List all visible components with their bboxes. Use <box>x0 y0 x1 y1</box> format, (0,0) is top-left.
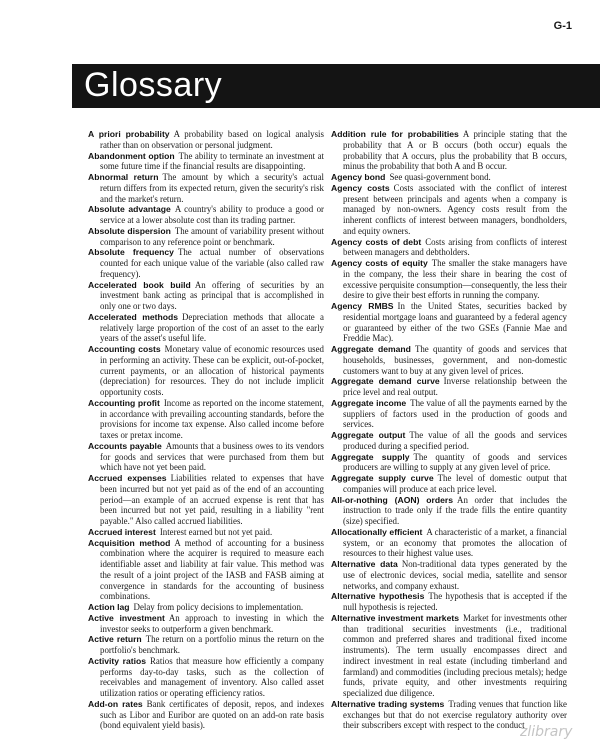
entry-definition: The level of domestic output that companies will produce at each price level. <box>343 473 567 494</box>
entry-term: Accrued expenses <box>88 473 167 483</box>
entry-definition: Bank certificates of deposit, repos, and indexes such as Libor and Euribor are quoted on an add-on rate basis (bond equivalent yield basis). <box>100 698 325 731</box>
entry-definition: Interest earned but not yet paid. <box>159 526 273 537</box>
entry-definition: The amount of variability present without comparison to any reference point or benchmark. <box>100 225 324 247</box>
entry-term: Aggregate demand curve <box>331 376 440 387</box>
entry-definition: The smaller the stake managers have in the company, the less their share in bearing the cost of excessive perquisite consumption—consequently, the less their desire to give their best efforts in running the company. <box>343 258 567 301</box>
glossary-entry <box>88 473 324 527</box>
glossary-entry <box>88 151 324 173</box>
entry-term: Alternative trading systems <box>331 698 445 709</box>
glossary-entry <box>88 699 324 731</box>
entry-term: Agency costs of debt <box>331 236 422 247</box>
glossary-entry <box>331 430 567 452</box>
entry-term: Allocationally efficient <box>331 526 423 537</box>
glossary-entry <box>331 559 567 591</box>
entry-definition: A probability based on logical analysis rather than on observation or personal judgment. <box>100 129 324 150</box>
glossary-left-column <box>88 129 324 731</box>
page-number: G-1 <box>553 20 572 32</box>
entry-term: Abandonment option <box>88 150 175 161</box>
entry-definition: See quasi-government bond. <box>389 172 491 182</box>
glossary-entry <box>88 226 324 248</box>
glossary-entry <box>331 591 567 613</box>
entry-term: Aggregate output <box>331 430 406 440</box>
glossary-entry <box>331 183 567 237</box>
entry-term: Agency costs <box>331 182 390 193</box>
watermark-logo: zlibrary <box>520 724 573 740</box>
entry-definition: Costs associated with the conflict of interest present between principals and agents when a company is managed by non-owners. Agency costs result from the inherent conflicts of interest between managers, bondholders, and equity owners. <box>343 182 567 236</box>
entry-term: Aggregate demand <box>331 344 411 354</box>
glossary-entry <box>331 495 567 527</box>
entry-definition: The quantity of goods and services that households, businesses, government, and non-domestic customers want to buy at any given level of prices. <box>343 344 567 376</box>
glossary-entry <box>331 452 567 474</box>
glossary-entry <box>88 398 324 441</box>
entry-definition: Income as reported on the income statement, in accordance with prevailing accounting standards, before the provisions for income tax expense. Also called income before taxes or pretax income. <box>100 397 324 440</box>
entry-definition: Amounts that a business owes to its vendors for goods and services that were purchased from them but which have not yet been paid. <box>100 440 325 473</box>
entry-definition: A country's ability to produce a good or service at a lower absolute cost than its trading partner. <box>100 204 324 225</box>
glossary-entry <box>88 527 324 538</box>
entry-definition: Inverse relationship between the price level and real output. <box>343 376 567 397</box>
title-banner <box>72 64 600 108</box>
entry-term: Aggregate income <box>331 397 407 408</box>
entry-definition: Depreciation methods that allocate a relatively large proportion of the cost of an asset to the early years of the asset's useful life. <box>100 311 324 344</box>
entry-term: Accounting costs <box>88 344 161 354</box>
entry-term: Abnormal return <box>88 172 159 182</box>
entry-definition: An order that includes the instruction to trade only if the trade fills the entire quantity (size) specified. <box>343 494 567 526</box>
entry-term: Alternative data <box>331 559 398 569</box>
entry-term: Accounts payable <box>88 440 162 451</box>
glossary-entry <box>88 613 324 635</box>
entry-term: Absolute frequency <box>88 247 174 258</box>
entry-term: Accelerated book build <box>88 279 191 290</box>
entry-definition: Ratios that measure how efficiently a company performs day-to-day tasks, such as the collection of receivables and management of inventory. Also called asset utilization ratios or operating efficiency ratios. <box>100 655 324 698</box>
glossary-entry <box>88 247 324 279</box>
entry-definition: The ability to terminate an investment at some future time if the financial results are disappointing. <box>100 150 324 172</box>
entry-term: Action lag <box>88 602 130 612</box>
glossary-entry <box>88 344 324 398</box>
entry-definition: Non-traditional data types generated by the use of electronic devices, social media, satellite and sensor networks, and company exhaust. <box>343 559 567 591</box>
entry-term: Active investment <box>88 612 165 623</box>
glossary-entry <box>331 376 567 398</box>
entry-term: Aggregate supply <box>331 451 410 462</box>
entry-term: Acquisition method <box>88 537 171 548</box>
entry-definition: The amount by which a security's actual return differs from its expected return, given the security's risk and the market's return. <box>100 172 324 204</box>
glossary-entry <box>88 634 324 656</box>
entry-term: A priori probability <box>88 129 170 139</box>
entry-term: Alternative investment markets <box>331 612 460 623</box>
entry-definition: The actual number of observations counted for each unique value of the variable (also called raw frequency). <box>100 247 324 279</box>
entry-definition: An offering of securities by an investment bank acting as principal that is accomplished in only one or two days. <box>100 279 324 311</box>
glossary-entry <box>88 441 324 473</box>
entry-term: Agency RMBS <box>331 301 394 311</box>
entry-term: Accounting profit <box>88 397 160 408</box>
entry-term: Absolute dispersion <box>88 225 171 236</box>
entry-definition: The return on a portfolio minus the return on the portfolio's benchmark. <box>100 634 324 655</box>
entry-term: All-or-nothing (AON) orders <box>331 494 454 505</box>
entry-term: Aggregate supply curve <box>331 473 434 483</box>
entry-definition: The value of all the payments earned by the suppliers of factors used in the production of goods and services. <box>343 397 567 430</box>
glossary-entry <box>88 602 324 613</box>
entry-definition: The quantity of goods and services producers are willing to supply at any given level of price. <box>343 451 567 473</box>
page-title: Glossary <box>84 66 223 104</box>
entry-definition: Monetary value of economic resources used in performing an activity. These can be explicit, out-of-pocket, current payments, or an allocation of historical payments (depreciation) for resources. They do not include implicit opportunity costs. <box>100 344 324 397</box>
entry-term: Absolute advantage <box>88 204 171 215</box>
entry-definition: A principle stating that the probability that A or B occurs (both occur) equals the probability that A occurs, plus the probability that B occurs, minus the probability that both A and B occur. <box>343 129 567 172</box>
glossary-entry <box>88 538 324 603</box>
entry-definition: Trading venues that function like exchanges but that do not exercise regulatory authority over their subscribers except with respect to the conduct <box>343 698 567 731</box>
entry-term: Activity ratios <box>88 655 147 666</box>
glossary-entry <box>331 129 567 172</box>
entry-definition: A characteristic of a market, a financial system, or an economy that promotes the allocation of resources to their highest value uses. <box>343 526 567 559</box>
entry-definition: A method of accounting for a business combination where the acquirer is required to measure each identifiable asset and liability at fair value. This method was the result of a joint project of the IASB and FASB aiming at convergence in standards for the accounting of business combinations. <box>100 537 324 602</box>
glossary-entry <box>88 312 324 344</box>
entry-term: Addition rule for probabilities <box>331 129 459 139</box>
glossary-entry <box>88 129 324 151</box>
glossary-entry <box>331 473 567 495</box>
glossary-entry <box>331 527 567 559</box>
entry-definition: An approach to investing in which the investor seeks to outperform a given benchmark. <box>100 612 324 634</box>
glossary-entry <box>331 172 567 183</box>
entry-term: Alternative hypothesis <box>331 591 425 602</box>
glossary-entry <box>331 344 567 376</box>
entry-definition: Liabilities related to expenses that have been incurred but not yet paid as of the end of an accounting period—an example of an accrued expense is rent that has been incurred but not yet paid, resulting in a liability "rent payable." Also called accrued liabilities. <box>100 473 324 526</box>
glossary-entry <box>88 172 324 204</box>
entry-term: Accelerated methods <box>88 311 179 322</box>
entry-definition: The value of all the goods and services produced during a specified period. <box>343 430 567 451</box>
entry-term: Agency costs of equity <box>331 258 428 268</box>
glossary-entry <box>331 398 567 430</box>
glossary-entry <box>88 204 324 226</box>
glossary-entry <box>88 280 324 312</box>
entry-definition: Costs arising from conflicts of interest between managers and debtholders. <box>343 236 567 258</box>
entry-definition: Delay from policy decisions to implementation. <box>133 602 304 612</box>
glossary-right-column <box>331 129 567 731</box>
glossary-entry <box>331 301 567 344</box>
entry-term: Accrued interest <box>88 526 156 537</box>
glossary-entry <box>88 656 324 699</box>
glossary-entry <box>331 613 567 699</box>
entry-definition: In the United States, securities backed by residential mortgage loans and guaranteed by a federal agency or guaranteed by either of the two GSEs (Fannie Mae and Freddie Mac). <box>343 301 567 344</box>
glossary-entry <box>331 237 567 259</box>
glossary-entry <box>331 258 567 301</box>
entry-definition: The hypothesis that is accepted if the null hypothesis is rejected. <box>343 591 567 612</box>
entry-term: Active return <box>88 634 142 645</box>
entry-term: Add-on rates <box>88 698 143 709</box>
entry-definition: Market for investments other than traditional securities investments (i.e., traditional common and preferred shares and traditional fixed income instruments). The term usually encompasses direct and indirect investment in real estate (including timberland and farmland) and commodities (including precious metals); hedge funds, private equity, and other investments requiring specialized due diligence. <box>343 612 567 698</box>
entry-term: Agency bond <box>331 172 386 182</box>
